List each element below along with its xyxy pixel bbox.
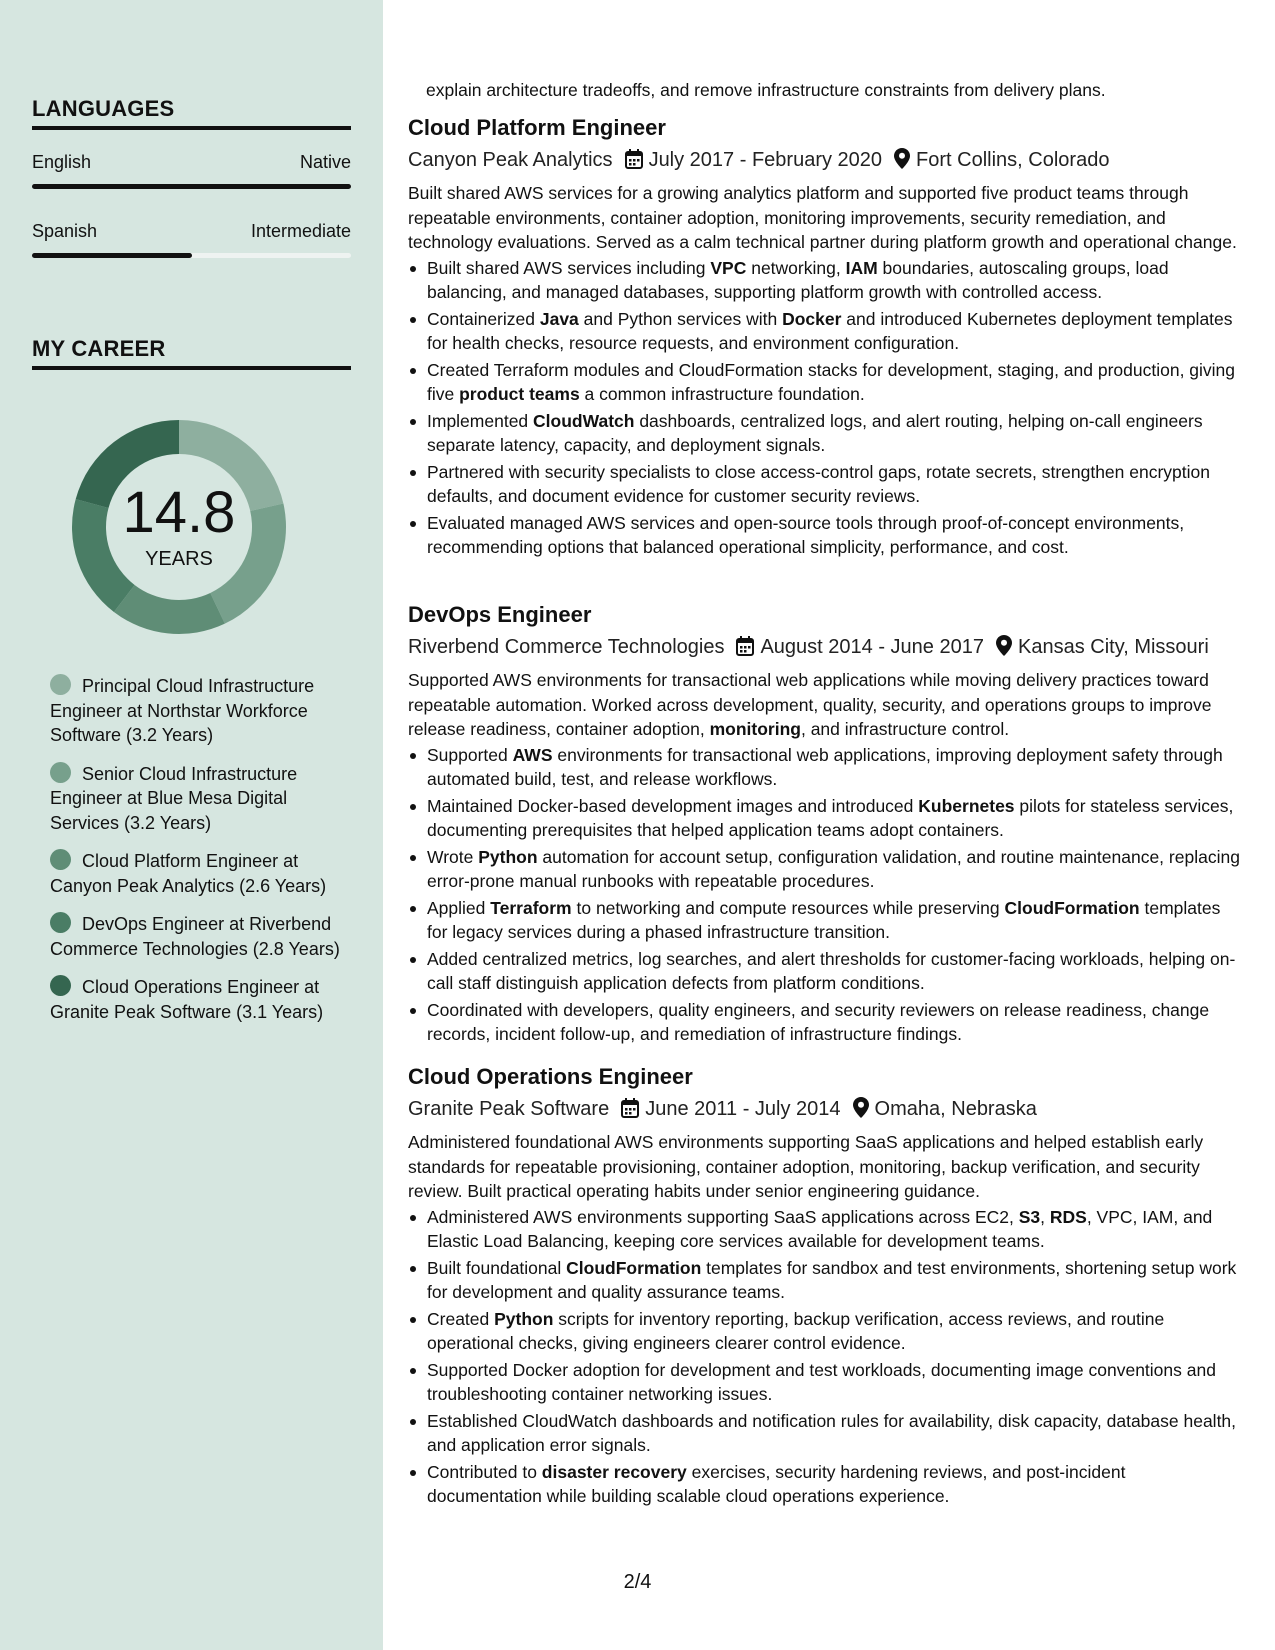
career-heading: MY CAREER — [32, 336, 166, 361]
bullet-item: Added centralized metrics, log searches, and alert thresholds for customer-facing workloads, helping on-call staff distinguish application defects from platform conditions. — [408, 947, 1243, 996]
job-title: Cloud Platform Engineer — [408, 115, 666, 140]
company-name: Riverbend Commerce Technologies — [408, 636, 725, 658]
career-legend-text: Cloud Platform Engineer at Canyon Peak Analytics (2.6 Years) — [50, 851, 327, 896]
calendar-icon — [736, 633, 754, 667]
career-legend-item — [50, 762, 350, 836]
legend-dot-icon — [50, 674, 71, 695]
job-bullets — [408, 256, 1243, 560]
career-legend-text: Principal Cloud Infrastructure Engineer at Northstar Workforce Software (3.2 Years) — [50, 676, 315, 745]
job-location: Fort Collins, Colorado — [916, 149, 1110, 171]
bold-keyword: Docker — [782, 308, 842, 329]
job-summary: Supported AWS environments for transactional web applications while moving delivery practices toward repeatable automation. Worked across development, quality, security, and operations groups to improve release readiness, container adoption, monitoring, and infrastructure control. — [408, 670, 1212, 739]
career-legend — [50, 674, 350, 1038]
job-summary: Built shared AWS services for a growing analytics platform and supported five product teams through repeatable environments, container adoption, monitoring improvements, security remediation, and technology evaluations. Served as a calm technical partner during platform growth and operational change. — [408, 183, 1237, 252]
bullet-item: Created Terraform modules and CloudFormation stacks for development, staging, and production, giving five product teams a common infrastructure foundation. — [408, 358, 1243, 407]
bold-keyword: S3 — [1018, 1206, 1041, 1227]
bullet-item: Built foundational CloudFormation templates for sandbox and test environments, shortening setup work for development and quality assurance teams. — [408, 1256, 1243, 1305]
language-proficiency-fill — [32, 253, 192, 258]
sidebar — [0, 0, 383, 1650]
bold-keyword: monitoring — [709, 719, 801, 739]
languages-heading: LANGUAGES — [32, 96, 175, 121]
career-legend-item — [50, 912, 350, 961]
bold-keyword: Python — [478, 846, 538, 867]
legend-dot-icon — [50, 849, 71, 870]
experience-entry — [408, 600, 1243, 1049]
legend-dot-icon — [50, 975, 71, 996]
bold-keyword: CloudFormation — [566, 1257, 702, 1278]
career-legend-item — [50, 975, 350, 1024]
map-pin-icon — [853, 1095, 869, 1129]
bullet-item: Maintained Docker-based development images and introduced Kubernetes pilots for stateless services, documenting prerequisites that helped application teams adopt containers. — [408, 794, 1243, 843]
total-years-value: 14.8 — [122, 480, 236, 545]
career-legend-text: Cloud Operations Engineer at Granite Peak Software (3.1 Years) — [50, 977, 324, 1022]
bold-keyword: Terraform — [490, 897, 572, 918]
career-legend-item — [50, 674, 350, 748]
bold-keyword: disaster recovery — [541, 1461, 687, 1482]
map-pin-icon — [894, 146, 910, 180]
bullet-item: Applied Terraform to networking and compute resources while preserving CloudFormation templates for legacy services during a phased infrastructure transition. — [408, 896, 1243, 945]
bullet-item: Supported Docker adoption for development and test workloads, documenting image conventions and troubleshooting container networking issues. — [408, 1358, 1243, 1407]
job-title: Cloud Operations Engineer — [408, 1064, 693, 1089]
job-dates: July 2017 - February 2020 — [648, 149, 883, 171]
career-divider — [32, 366, 351, 370]
bullet-item: Wrote Python automation for account setup, configuration validation, and routine maintenance, replacing error-prone manual runbooks with repeatable procedures. — [408, 845, 1243, 894]
experience-entry — [408, 1062, 1243, 1511]
bullet-item: Partnered with security specialists to close access-control gaps, rotate secrets, strengthen encryption defaults, and document evidence for customer security reviews. — [408, 460, 1243, 509]
bold-keyword: Kubernetes — [918, 795, 1015, 816]
company-name: Canyon Peak Analytics — [408, 149, 613, 171]
job-dates: June 2011 - July 2014 — [645, 1098, 841, 1120]
experience-entry — [408, 113, 1243, 562]
job-dates: August 2014 - June 2017 — [760, 636, 984, 658]
bullet-item: Coordinated with developers, quality engineers, and security reviewers on release readiness, change records, incident follow-up, and remediation of infrastructure findings. — [408, 998, 1243, 1047]
bold-keyword: VPC — [710, 257, 747, 278]
continued-text: explain architecture tradeoffs, and remove infrastructure constraints from delivery plans. — [426, 80, 1106, 100]
bullet-item: Implemented CloudWatch dashboards, centralized logs, and alert routing, helping on-call engineers separate latency, capacity, and deployment signals. — [408, 409, 1243, 458]
languages-divider — [32, 126, 351, 130]
job-location: Omaha, Nebraska — [874, 1098, 1037, 1120]
language-name: Spanish — [32, 221, 98, 241]
language-proficiency-fill — [32, 184, 351, 189]
legend-dot-icon — [50, 912, 71, 933]
company-name: Granite Peak Software — [408, 1098, 610, 1120]
job-meta — [408, 143, 1243, 177]
job-location: Kansas City, Missouri — [1017, 636, 1209, 658]
job-meta — [408, 1092, 1243, 1126]
bold-keyword: Java — [539, 308, 579, 329]
job-title: DevOps Engineer — [408, 602, 592, 627]
bold-keyword: AWS — [512, 744, 553, 765]
bullet-item: Built shared AWS services including VPC networking, IAM boundaries, autoscaling groups, load balancing, and managed databases, supporting platform growth with controlled access. — [408, 256, 1243, 305]
career-legend-text: Senior Cloud Infrastructure Engineer at Blue Mesa Digital Services (3.2 Years) — [50, 763, 298, 833]
total-years-unit: YEARS — [145, 548, 213, 570]
bold-keyword: RDS — [1049, 1206, 1087, 1227]
page-number: 2/4 — [623, 1571, 652, 1593]
job-summary: Administered foundational AWS environments supporting SaaS applications and helped establish early standards for repeatable provisioning, container adoption, monitoring, backup verification, and security review. Built practical operating habits under senior engineering guidance. — [408, 1132, 1204, 1201]
language-level: Native — [299, 152, 351, 172]
bullet-item: Supported AWS environments for transactional web applications, improving deployment safety through automated build, test, and release workflows. — [408, 743, 1243, 792]
donut-segment — [114, 585, 225, 634]
calendar-icon — [625, 146, 643, 180]
job-meta — [408, 630, 1243, 664]
map-pin-icon — [996, 633, 1012, 667]
language-proficiency-bar — [32, 184, 351, 189]
bullet-item: Administered AWS environments supporting SaaS applications across EC2, S3, RDS, VPC, IAM, and Elastic Load Balancing, keeping core services available for development teams. — [408, 1205, 1243, 1254]
job-bullets — [408, 743, 1243, 1047]
language-name: English — [32, 152, 92, 172]
bullet-item: Containerized Java and Python services with Docker and introduced Kubernetes deployment templates for health checks, resource requests, and environment configuration. — [408, 307, 1243, 356]
job-bullets — [408, 1205, 1243, 1509]
legend-dot-icon — [50, 762, 71, 783]
donut-center — [66, 480, 292, 571]
career-legend-text: DevOps Engineer at Riverbend Commerce Technologies (2.8 Years) — [50, 914, 340, 959]
language-level: Intermediate — [250, 221, 351, 241]
bold-keyword: Python — [494, 1308, 554, 1329]
calendar-icon — [621, 1095, 639, 1129]
career-donut-chart — [66, 414, 292, 640]
bullet-item: Contributed to disaster recovery exercises, security hardening reviews, and post-incident documentation while building scalable cloud operations experience. — [408, 1460, 1243, 1509]
bold-keyword: IAM — [845, 257, 878, 278]
main-content — [408, 0, 1243, 1650]
bold-keyword: CloudWatch — [533, 410, 635, 431]
bold-keyword: product teams — [459, 384, 580, 404]
language-proficiency-bar — [32, 253, 351, 258]
career-legend-item — [50, 849, 350, 898]
bold-keyword: CloudFormation — [1004, 897, 1140, 918]
bullet-item: Evaluated managed AWS services and open-source tools through proof-of-concept environments, recommending options that balanced operational simplicity, performance, and cost. — [408, 511, 1243, 560]
bullet-item: Created Python scripts for inventory reporting, backup verification, access reviews, and routine operational checks, giving engineers clearer control evidence. — [408, 1307, 1243, 1356]
bullet-item: Established CloudWatch dashboards and notification rules for availability, disk capacity, database health, and application error signals. — [408, 1409, 1243, 1458]
